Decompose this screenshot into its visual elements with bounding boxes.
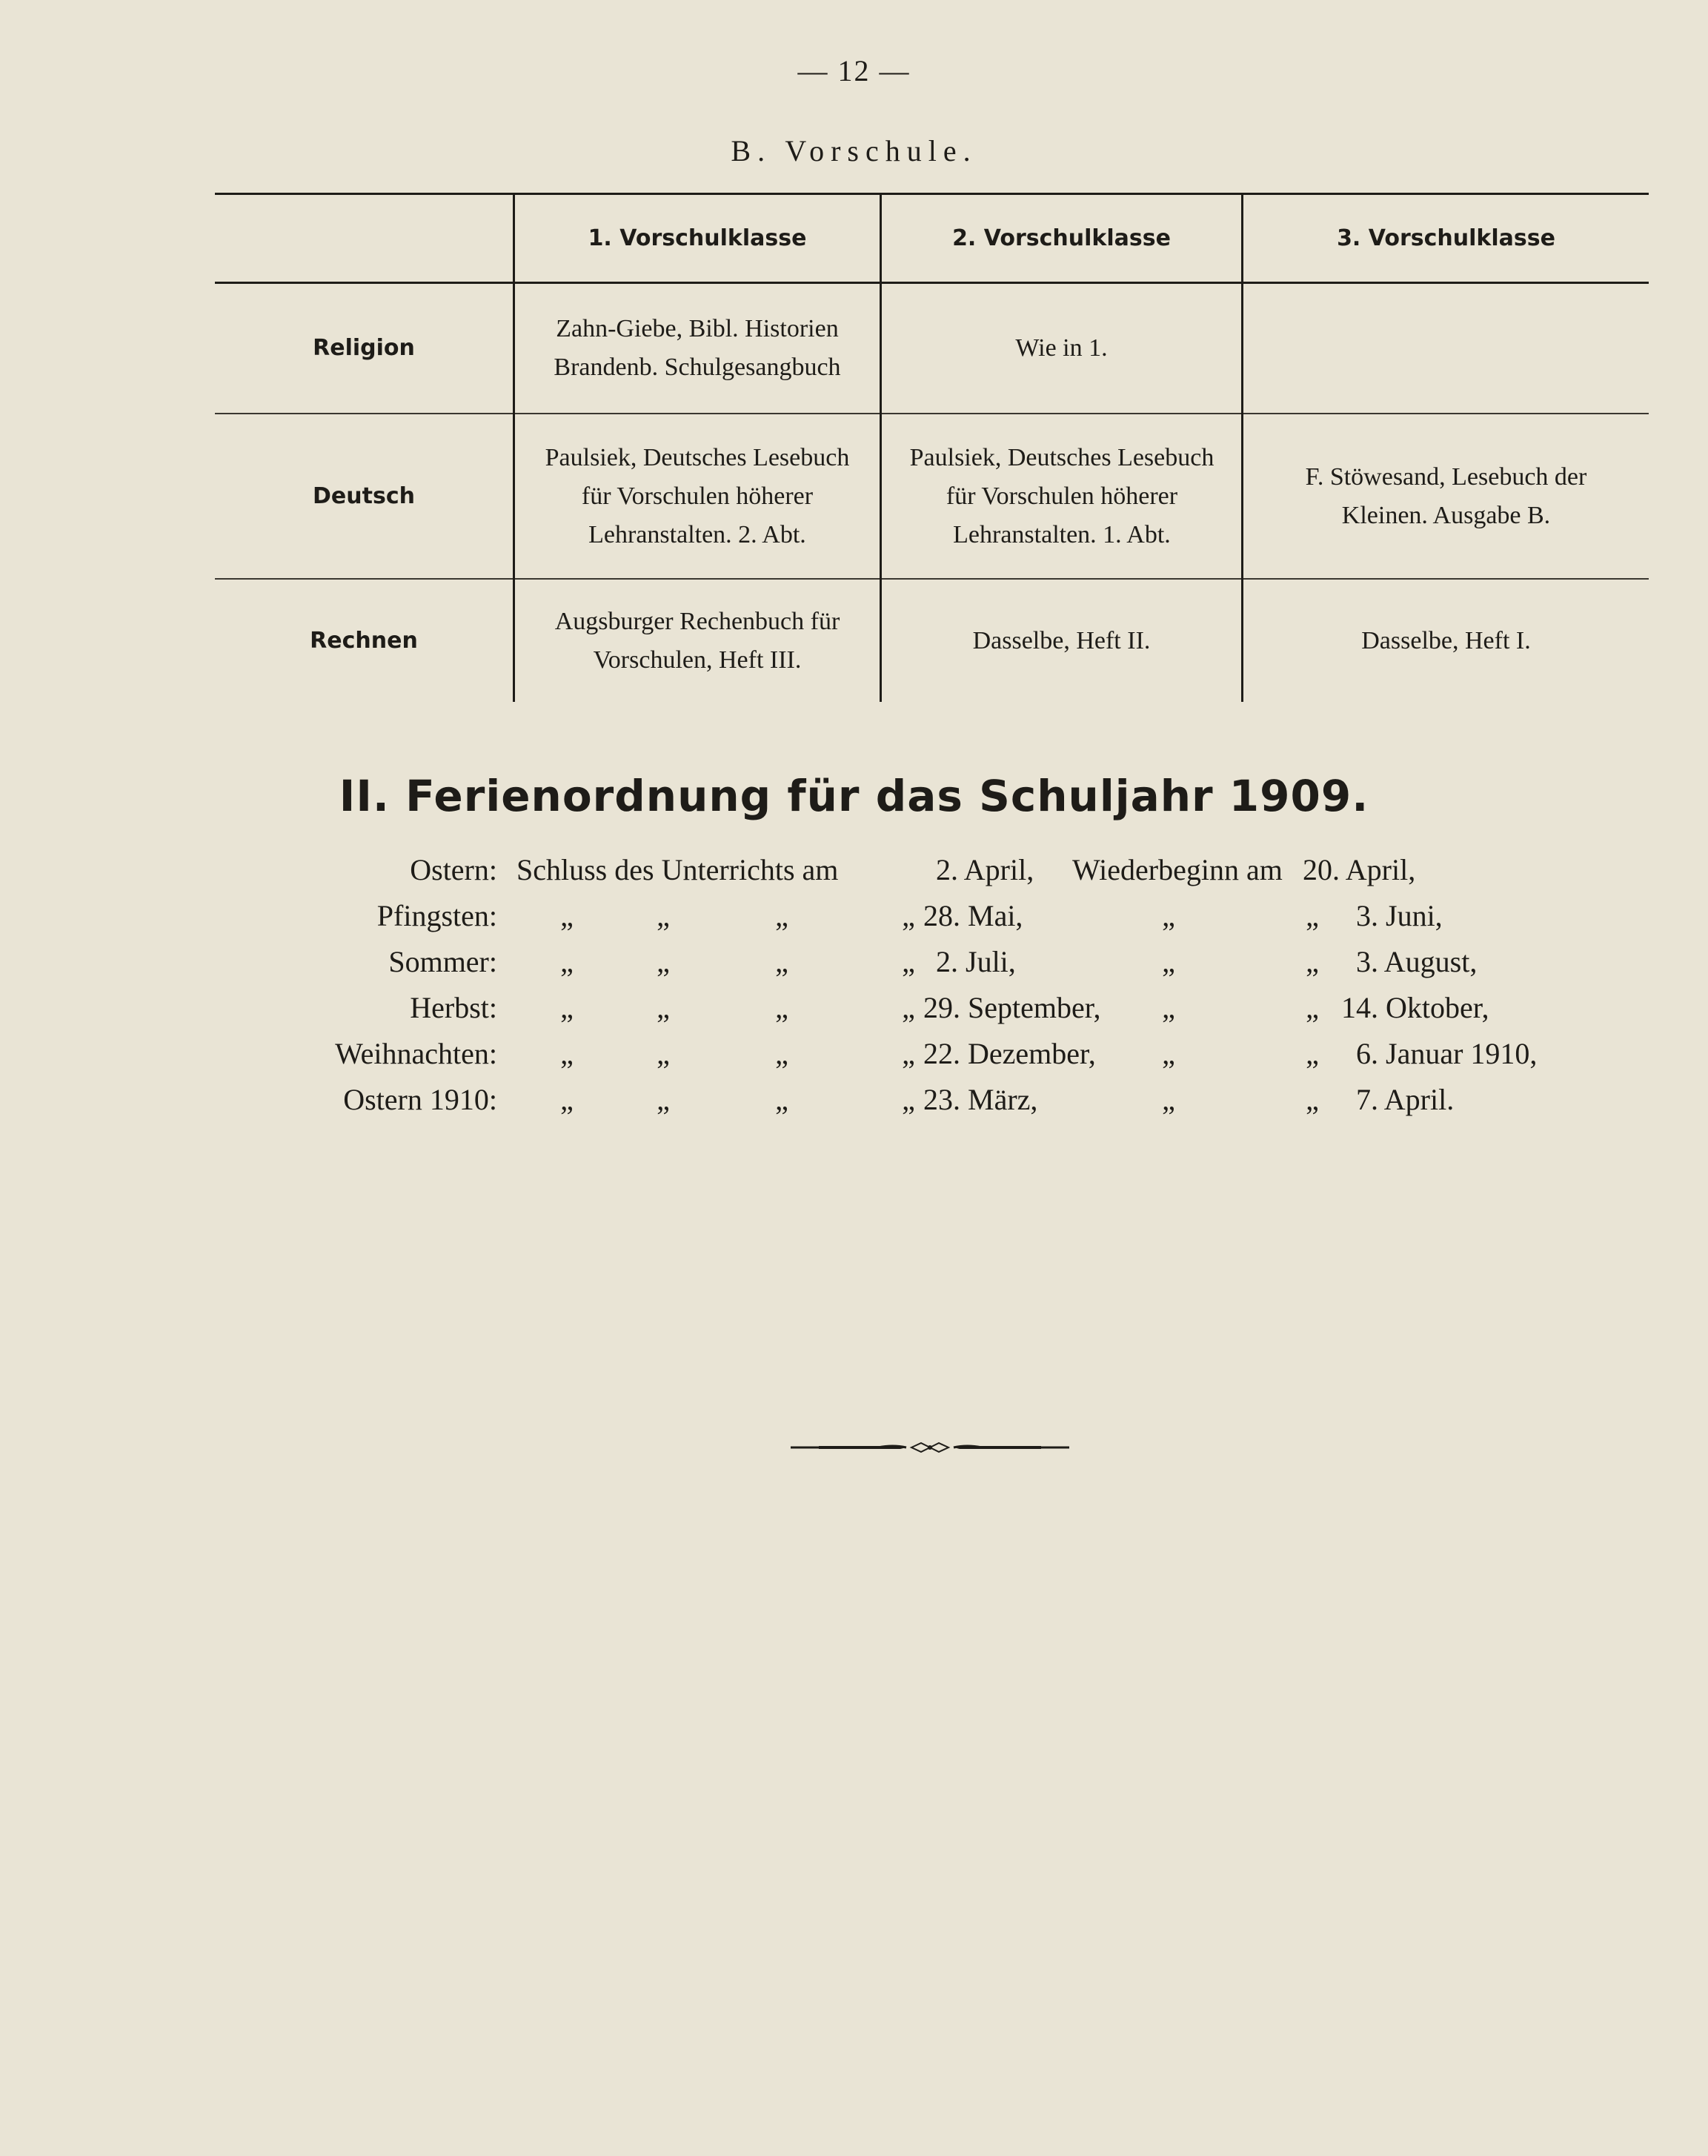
ditto-mark: „ <box>902 1083 915 1116</box>
ditto-mark: „ <box>560 1037 574 1070</box>
ditto-mark: „ <box>1162 899 1175 932</box>
holiday-text: Schluss des Unterrichts am <box>516 853 839 886</box>
ditto-mark: „ <box>657 899 670 932</box>
table-cell <box>882 284 1241 413</box>
ditto-mark: „ <box>902 991 915 1024</box>
table-cell <box>886 414 1237 578</box>
cell-text: Augsburger Rechenbuch für Vorschulen, Heft III. <box>554 607 840 674</box>
table-cell <box>1243 580 1649 702</box>
holiday-row <box>0 1036 1708 1082</box>
column-header: 2. Vorschulklasse <box>952 225 1171 251</box>
holiday-end: 3. August, <box>1356 945 1478 978</box>
ditto-mark: „ <box>560 945 574 978</box>
ditto-mark: „ <box>1306 899 1319 932</box>
holiday-name: Ostern: <box>410 853 497 886</box>
holiday-start: 29. September, <box>923 991 1101 1024</box>
ditto-mark: „ <box>1162 991 1175 1024</box>
holiday-end: 20. April, <box>1303 853 1416 886</box>
ditto-mark: „ <box>1306 991 1319 1024</box>
cell-text: Dasselbe, Heft II. <box>972 626 1151 654</box>
ditto-mark: „ <box>775 1037 788 1070</box>
holiday-start: 23. März, <box>923 1083 1038 1116</box>
table-cell <box>882 580 1241 702</box>
cell-text: Dasselbe, Heft I. <box>1361 626 1531 654</box>
holiday-start: 2. April, <box>936 853 1034 886</box>
textbook-table <box>215 187 1649 702</box>
column-header: 3. Vorschulklasse <box>1337 225 1555 251</box>
section-title: B. Vorschule. <box>731 134 977 167</box>
ditto-mark: „ <box>775 899 788 932</box>
holiday-name: Sommer: <box>388 945 497 978</box>
page-number: — 12 — <box>797 54 911 87</box>
subject-label: Deutsch <box>313 482 415 509</box>
subject-label: Religion <box>313 335 415 361</box>
holiday-end: 14. Oktober, <box>1341 991 1489 1024</box>
table-cell <box>1243 284 1649 413</box>
cell-text: Wie in 1. <box>1015 334 1108 362</box>
ditto-mark: „ <box>657 1037 670 1070</box>
cell-text: Paulsiek, Deutsches Lesebuch für Vorschulen höherer Lehranstalten. 2. Abt. <box>545 443 850 548</box>
holiday-row <box>0 1082 1708 1128</box>
holiday-end: 6. Januar 1910, <box>1356 1037 1538 1070</box>
ditto-mark: „ <box>1306 1037 1319 1070</box>
ditto-mark: „ <box>560 899 574 932</box>
ditto-mark: „ <box>775 945 788 978</box>
ditto-mark: „ <box>1162 1083 1175 1116</box>
ditto-mark: „ <box>657 991 670 1024</box>
holiday-start: 2. Juli, <box>936 945 1016 978</box>
cell-text: F. Stöwesand, Lesebuch der Kleinen. Ausgabe B. <box>1305 462 1587 529</box>
ditto-mark: „ <box>1162 945 1175 978</box>
table-cell <box>520 414 874 578</box>
holiday-row <box>0 990 1708 1036</box>
holiday-name: Pfingsten: <box>376 899 497 932</box>
holiday-end: 7. April. <box>1356 1083 1455 1116</box>
subject-label: Rechnen <box>310 627 418 654</box>
cell-text: Zahn-Giebe, Bibl. Historien Brandenb. Schulgesangbuch <box>554 315 841 381</box>
holiday-section-title: II. Ferienordnung für das Schuljahr 1909. <box>339 771 1369 821</box>
holiday-row <box>0 852 1708 898</box>
ditto-mark: „ <box>775 1083 788 1116</box>
ditto-mark: „ <box>902 1037 915 1070</box>
holiday-name: Herbst: <box>410 991 497 1024</box>
table-cell <box>1243 414 1649 578</box>
ditto-mark: „ <box>902 899 915 932</box>
ditto-mark: „ <box>1162 1037 1175 1070</box>
ditto-mark: „ <box>560 991 574 1024</box>
holiday-row <box>0 944 1708 990</box>
ditto-mark: „ <box>657 945 670 978</box>
ditto-mark: „ <box>775 991 788 1024</box>
table-cell <box>515 580 880 702</box>
holiday-row <box>0 898 1708 944</box>
holiday-resume-label: Wiederbeginn am <box>1072 853 1283 886</box>
ditto-mark: „ <box>1306 945 1319 978</box>
ornament-divider <box>789 1440 1071 1455</box>
ditto-mark: „ <box>1306 1083 1319 1116</box>
holiday-end: 3. Juni, <box>1356 899 1443 932</box>
cell-text: Paulsiek, Deutsches Lesebuch für Vorschulen höherer Lehranstalten. 1. Abt. <box>909 443 1214 548</box>
column-header: 1. Vorschulklasse <box>588 225 807 251</box>
holiday-start: 22. Dezember, <box>923 1037 1096 1070</box>
ditto-mark: „ <box>657 1083 670 1116</box>
holiday-start: 28. Mai, <box>923 899 1023 932</box>
ditto-mark: „ <box>560 1083 574 1116</box>
holiday-name: Ostern 1910: <box>343 1083 497 1116</box>
table-cell <box>515 284 880 413</box>
holiday-name: Weihnachten: <box>335 1037 497 1070</box>
ditto-mark: „ <box>902 945 915 978</box>
